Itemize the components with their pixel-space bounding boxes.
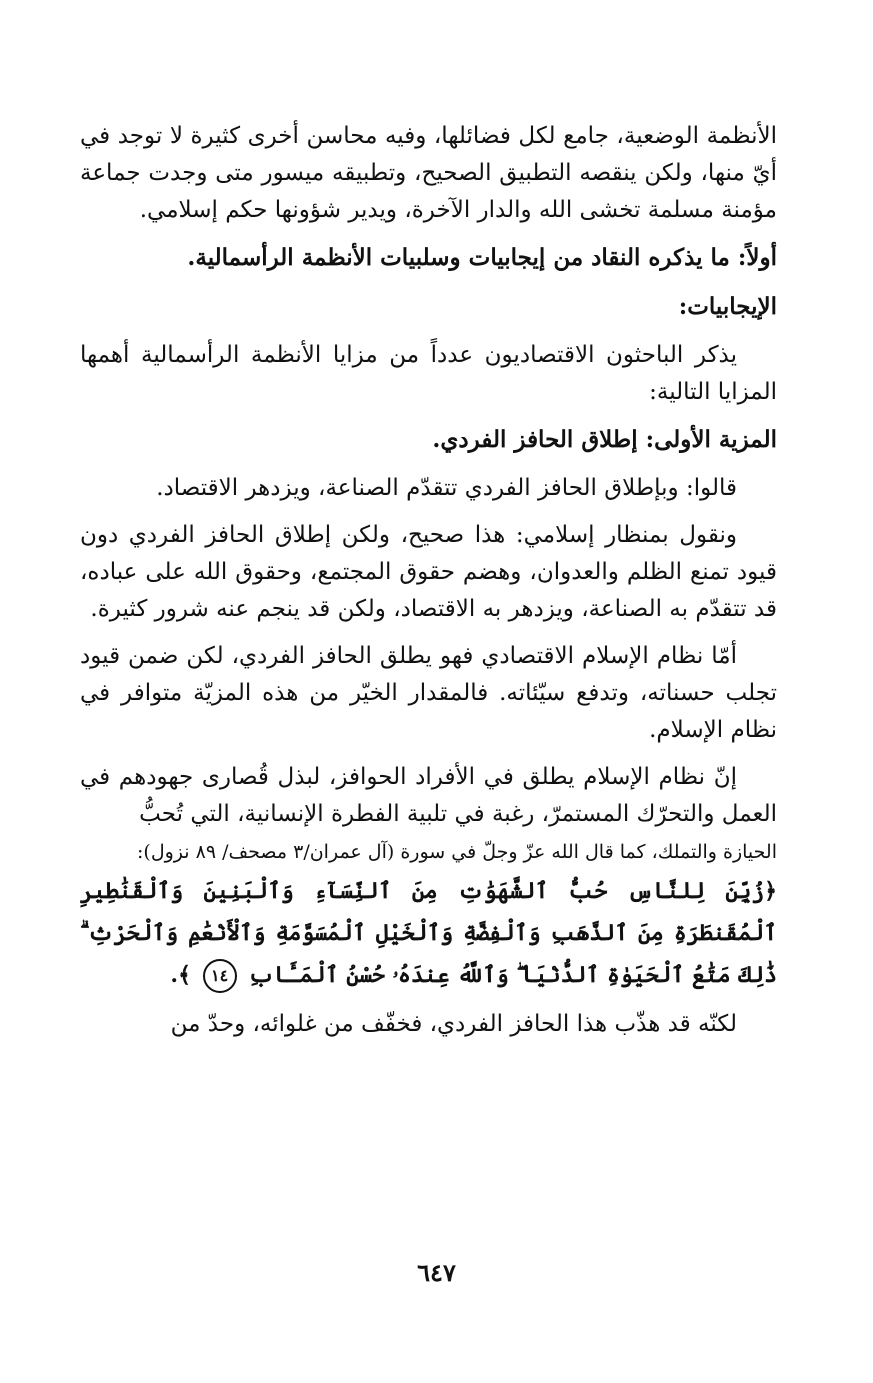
paragraph-researchers: يذكر الباحثون الاقتصاديون عدداً من مزايا الأنظمة الرأسمالية أهمها المزايا التالية: <box>80 342 777 405</box>
subheading-positives: الإيجابيات: <box>678 293 777 320</box>
surah-reference: الحيازة والتملك، كما قال الله عزّ وجلّ في سورة (آل عمران/٣ مصحف/ ٨٩ نزول): <box>137 841 777 863</box>
heading-first-advantage: المزية الأولى: إطلاق الحافز الفردي. <box>432 426 777 453</box>
page-number: ٦٤٧ <box>417 1258 456 1287</box>
page-body <box>80 118 777 1053</box>
paragraph-intro: الأنظمة الوضعية، جامع لكل فضائلها، وفيه محاسن أخرى كثيرة لا توجد في أيّ منها، ولكن ينقصه التطبيق الصحيح، وتطبيقه ميسور متى وجدت جماعة مؤمنة مسلمة تخشى الله والدار الآخرة، ويدير شؤونها حكم إسلامي. <box>80 123 777 223</box>
paragraph-incentives <box>80 759 777 870</box>
paragraph-refined: لكنّه قد هذّب هذا الحافز الفردي، فخفّف من غلوائه، وحدّ من <box>170 1011 737 1037</box>
ayah-number-marker: ١٤ <box>203 959 237 993</box>
quran-verse-text: ﴿زُيِّنَ لِلنَّاسِ حُبُّ ٱلشَّهَوَٰتِ مِنَ ٱلنِّسَآءِ وَٱلْبَنِينَ وَٱلْقَنَٰطِيرِ ٱلْمُقَنطَرَةِ مِنَ ٱلذَّهَبِ وَٱلْفِضَّةِ وَٱلْخَيْلِ ٱلْمُسَوَّمَةِ وَٱلْأَنْعَٰمِ وَٱلْحَرْثِ ۗ ذَٰلِكَ مَتَٰعُ ٱلْحَيَوٰةِ ٱلدُّنْيَا ۖ وَٱللَّهُ عِندَهُۥ حُسْنُ ٱلْمَـَٔابِ <box>80 878 777 988</box>
paragraph-they-said: قالوا: وبإطلاق الحافز الفردي تتقدّم الصناعة، ويزدهر الاقتصاد. <box>156 475 737 501</box>
quran-verse-close: ﴾. <box>170 962 191 988</box>
paragraph-islamic-system: أمّا نظام الإسلام الاقتصادي فهو يطلق الحافز الفردي، لكن ضمن قيود تجلب حسناته، وتدفع سيّئاته. فالمقدار الخيّر من هذه المزيّة متوافر في نظام الإسلام. <box>80 643 777 743</box>
paragraph-incentives-text: إنّ نظام الإسلام يطلق في الأفراد الحوافز، لبذل قُصارى جهودهم في العمل والتحرّك المستمرّ، رغبة في تلبية الفطرة الإنسانية، التي تُحبُّ <box>80 764 777 827</box>
paragraph-islamic-view: ونقول بمنظار إسلامي: هذا صحيح، ولكن إطلاق الحافز الفردي دون قيود تمنع الظلم والعدوان، وهضم حقوق المجتمع، وحقوق الله على عباده، قد تتقدّم به الصناعة، ويزدهر به الاقتصاد، ولكن قد ينجم عنه شرور كثيرة. <box>80 522 777 622</box>
section-heading-critics: أولاً: ما يذكره النقاد من إيجابيات وسلبيات الأنظمة الرأسمالية. <box>187 244 777 271</box>
quran-verse <box>80 870 777 996</box>
